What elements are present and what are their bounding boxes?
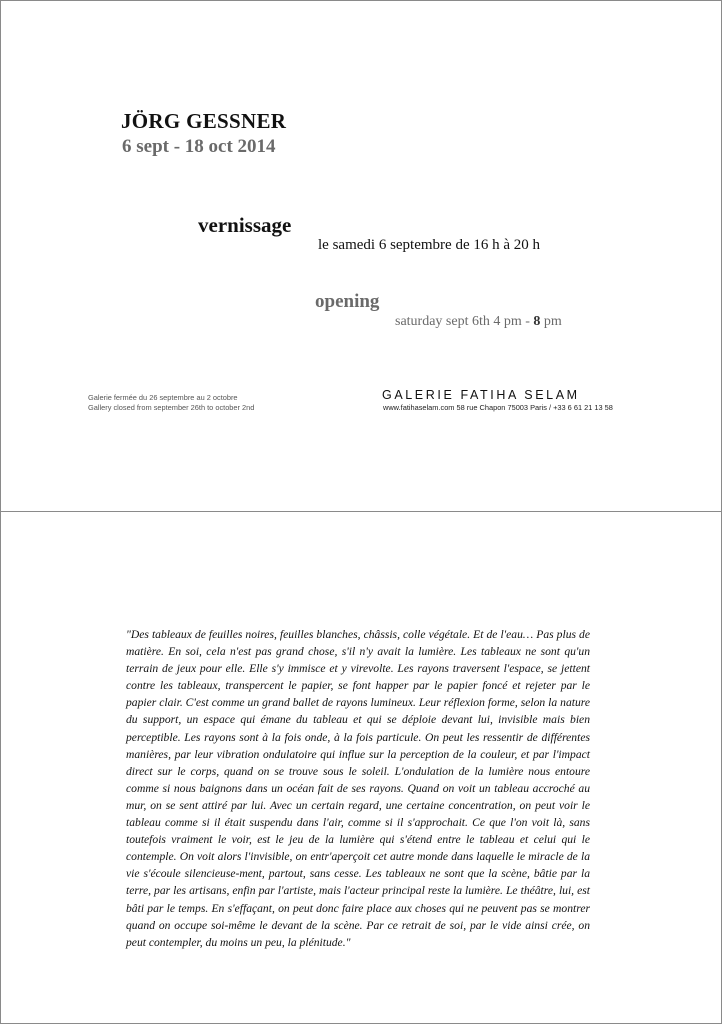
artist-name: JÖRG GESSNER: [121, 109, 287, 133]
closure-notice: [88, 393, 254, 412]
opening-details-end-hour: 8: [533, 314, 541, 329]
closure-notice-en: Gallery closed from september 26th to october 2nd: [88, 402, 255, 412]
vernissage-heading: vernissage: [198, 213, 292, 237]
opening-details: [395, 314, 562, 330]
opening-details-suffix: pm: [540, 314, 562, 329]
exhibition-dates: 6 sept - 18 oct 2014: [122, 136, 276, 157]
gallery-address: www.fatihaselam.com 58 rue Chapon 75003 Paris / +33 6 61 21 13 58: [383, 403, 613, 412]
invitation-back-page: [0, 511, 722, 1024]
artist-statement-quote: "Des tableaux de feuilles noires, feuilles blanches, châssis, colle végétale. Et de l'eau… Pas plus de matière. En soi, cela n'est pas grand chose, s'il n'y avait la lumière. Les tableaux ne sont qu'un terrain de jeux pour elle. Elle s'y immisce et y virevolte. Les rayons traversent l'espace, se jettent contre les tableaux, transpercent le papier, se font happer par le papier foncé et rejeter par le papier clair. C'est comme un grand ballet de rayons lumineux. Leur réflexion forme, selon la nature du support, un espace qui émane du tableau et qui se déploie devant lui, invisible mais bien perceptible. Les rayons sont à la fois onde, à la fois particule. On peut les ressentir de différentes manières, par leur vibration ondulatoire qui influe sur la perception de la couleur, et par l'impact direct sur le corps, quand on se trouve sous le soleil. L'ondulation de la lumière nous entoure comme si nous baignons dans un océan fait de ses rayons. Quand on voit un tableau accroché au mur, on se sent attiré par lui. Avec un certain regard, une certaine concentration, on peut voir le tableau comme si il était suspendu dans l'air, comme si il s'approchait. Ce que l'on voit là, sans toutefois vraiment le voir, est le jeu de la lumière qui s'étend entre le tableau et celui qui le contemple. On voit alors l'invisible, on entr'aperçoit cet autre monde dans laquelle le miracle de la vie s'écoule silencieuse-ment, partout, sans cesse. Les tableaux ne sont que la scène, bâtie par la terre, par les artisans, enfin par l'artiste, mais l'acteur principal reste la lumière. Le théâtre, lui, est bâti par le temps. En s'effaçant, on peut donc faire place aux choses qui ne peuvent pas se montrer quand on occupe soi-même le devant de la scène. Par ce retrait de soi, par le vide ainsi crée, on peut contempler, du moins un peu, la plénitude.": [126, 628, 590, 949]
invitation-front-page: [0, 0, 722, 512]
opening-heading: opening: [315, 291, 380, 312]
closure-notice-fr: Galerie fermée du 26 septembre au 2 octobre: [88, 393, 238, 402]
gallery-name: GALERIE FATIHA SELAM: [382, 388, 580, 402]
vernissage-details: le samedi 6 septembre de 16 h à 20 h: [318, 237, 541, 253]
opening-details-prefix: saturday sept 6th 4 pm -: [395, 314, 534, 329]
